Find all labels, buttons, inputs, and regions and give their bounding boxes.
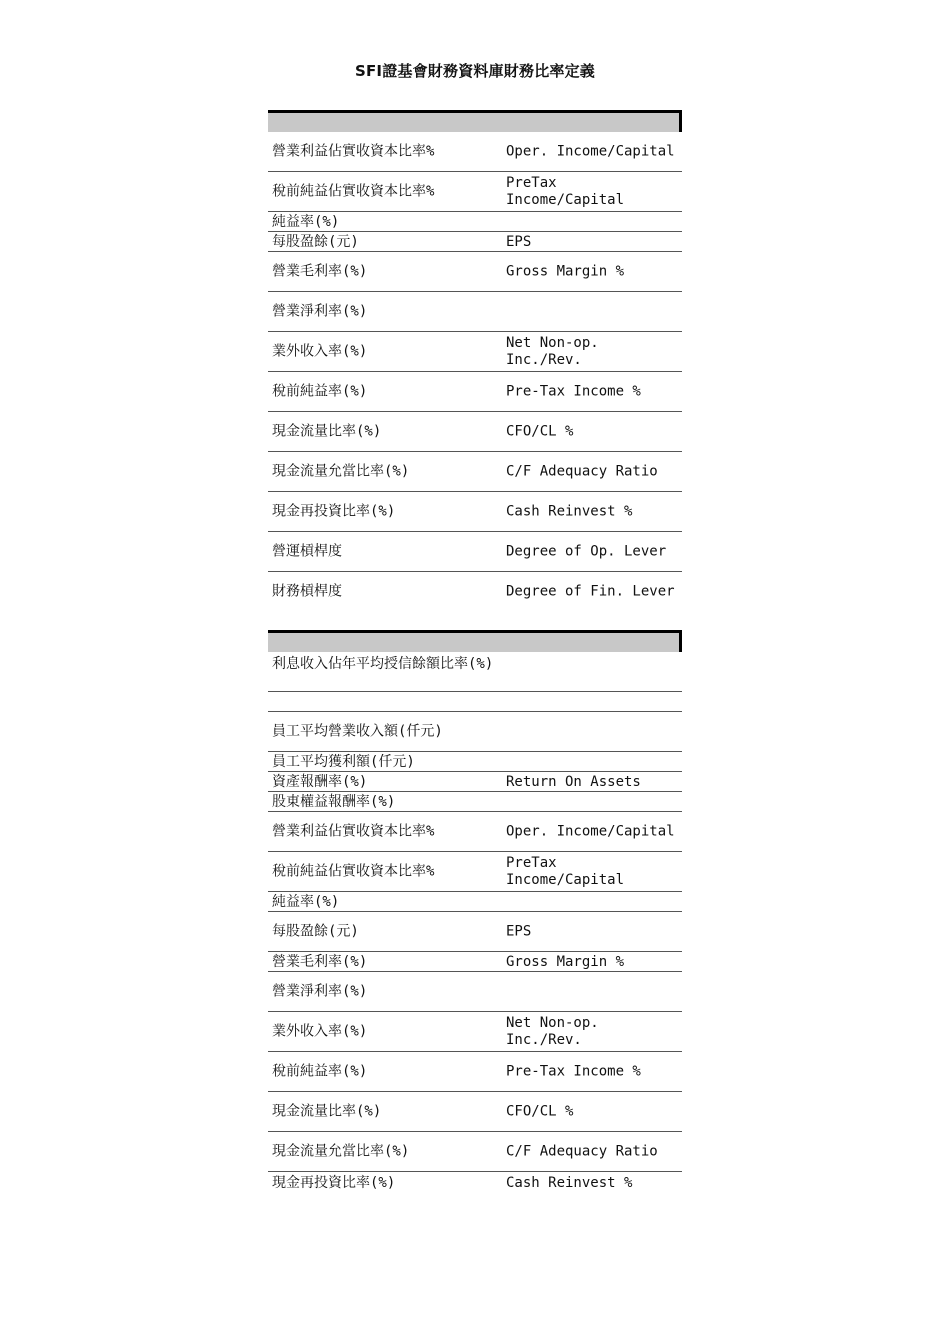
ratio-name-en: Cash Reinvest % (506, 1175, 633, 1191)
ratio-name-zh: 營運槓桿度 (272, 543, 342, 559)
ratio-name-zh: 營業毛利率(%) (272, 263, 368, 279)
ratio-name-zh: 員工平均營業收入額(仟元) (272, 723, 443, 739)
table-row (268, 412, 682, 452)
ratio-name-en: Return On Assets (506, 774, 641, 790)
ratio-name-en: CFO/CL % (506, 423, 574, 439)
ratio-name-zh: 稅前純益佔實收資本比率% (272, 183, 435, 199)
ratio-table-1 (268, 110, 682, 612)
table-row (268, 812, 682, 852)
ratio-name-en: PreTax Income/Capital (506, 854, 625, 888)
table-row (268, 372, 682, 412)
table-row (268, 772, 682, 792)
ratio-name-zh: 現金流量允當比率(%) (272, 463, 410, 479)
table-row (268, 952, 682, 972)
ratio-name-zh: 現金流量允當比率(%) (272, 1143, 410, 1159)
ratio-name-zh: 現金再投資比率(%) (272, 503, 396, 519)
ratio-name-zh: 營業毛利率(%) (272, 954, 368, 970)
ratio-name-zh: 業外收入率(%) (272, 343, 368, 359)
ratio-name-zh: 股東權益報酬率(%) (272, 794, 396, 810)
ratio-name-zh: 純益率(%) (272, 214, 340, 230)
table-row (268, 172, 682, 212)
ratio-name-zh: 稅前純益佔實收資本比率% (272, 863, 435, 879)
document-title: SFI證基會財務資料庫財務比率定義 (354, 62, 596, 80)
table-row (268, 332, 682, 372)
ratio-name-en: Gross Margin % (506, 954, 625, 970)
ratio-name-en: Pre-Tax Income % (506, 383, 641, 399)
table-row (268, 572, 682, 612)
ratio-name-zh: 利息收入佔年平均授信餘額比率(%) (272, 656, 494, 672)
ratio-name-zh: 業外收入率(%) (272, 1023, 368, 1039)
ratio-name-en: C/F Adequacy Ratio (506, 463, 658, 479)
ratio-name-zh: 現金再投資比率(%) (272, 1175, 396, 1191)
table-row (268, 912, 682, 952)
ratio-name-en: Degree of Fin. Lever (506, 583, 675, 600)
ratio-name-en: Pre-Tax Income % (506, 1063, 641, 1079)
table-row (268, 1172, 682, 1192)
ratio-name-zh: 營業淨利率(%) (272, 983, 368, 999)
ratio-name-zh: 財務槓桿度 (272, 583, 342, 600)
ratio-name-zh: 現金流量比率(%) (272, 423, 382, 439)
ratio-name-zh: 員工平均獲利額(仟元) (272, 754, 415, 770)
table-row (268, 292, 682, 332)
table-row (268, 1092, 682, 1132)
ratio-name-en: CFO/CL % (506, 1103, 574, 1119)
table-row (268, 712, 682, 752)
ratio-name-zh: 營業利益佔實收資本比率% (272, 823, 435, 839)
ratio-name-zh: 稅前純益率(%) (272, 1063, 368, 1079)
ratio-name-zh: 稅前純益率(%) (272, 383, 368, 399)
ratio-table-2 (268, 630, 682, 1192)
ratio-name-en: Cash Reinvest % (506, 503, 633, 519)
ratio-name-zh: 營業淨利率(%) (272, 303, 368, 319)
table-row (268, 792, 682, 812)
table-row (268, 1132, 682, 1172)
ratio-name-en: Oper. Income/Capital (506, 823, 675, 839)
ratio-name-zh: 營業利益佔實收資本比率% (272, 143, 435, 159)
ratio-name-en: Net Non-op. Inc./Rev. (506, 334, 599, 368)
ratio-name-zh: 現金流量比率(%) (272, 1103, 382, 1119)
ratio-name-en: Gross Margin % (506, 263, 625, 279)
ratio-name-en: Net Non-op. Inc./Rev. (506, 1014, 599, 1048)
ratio-name-en: Oper. Income/Capital (506, 143, 675, 159)
table-row (268, 532, 682, 572)
section-header-bar (268, 630, 682, 652)
table-row (268, 692, 682, 712)
ratio-name-zh: 每股盈餘(元) (272, 234, 359, 250)
ratio-name-en: PreTax Income/Capital (506, 174, 625, 208)
table-row (268, 892, 682, 912)
table-row (268, 752, 682, 772)
section-header-bar (268, 110, 682, 132)
ratio-name-zh: 資產報酬率(%) (272, 774, 368, 790)
table-row (268, 492, 682, 532)
ratio-name-en: EPS (506, 923, 532, 939)
ratio-name-en: Degree of Op. Lever (506, 543, 667, 559)
table-row (268, 972, 682, 1012)
table-row (268, 212, 682, 232)
ratio-name-zh: 每股盈餘(元) (272, 923, 359, 939)
table-row (268, 132, 682, 172)
table-row (268, 232, 682, 252)
table-row (268, 652, 682, 692)
table-row (268, 852, 682, 892)
table-row (268, 452, 682, 492)
ratio-name-en: EPS (506, 234, 532, 250)
ratio-name-en: C/F Adequacy Ratio (506, 1143, 658, 1159)
table-row (268, 1012, 682, 1052)
ratio-name-zh: 純益率(%) (272, 894, 340, 910)
table-row (268, 1052, 682, 1092)
table-row (268, 252, 682, 292)
